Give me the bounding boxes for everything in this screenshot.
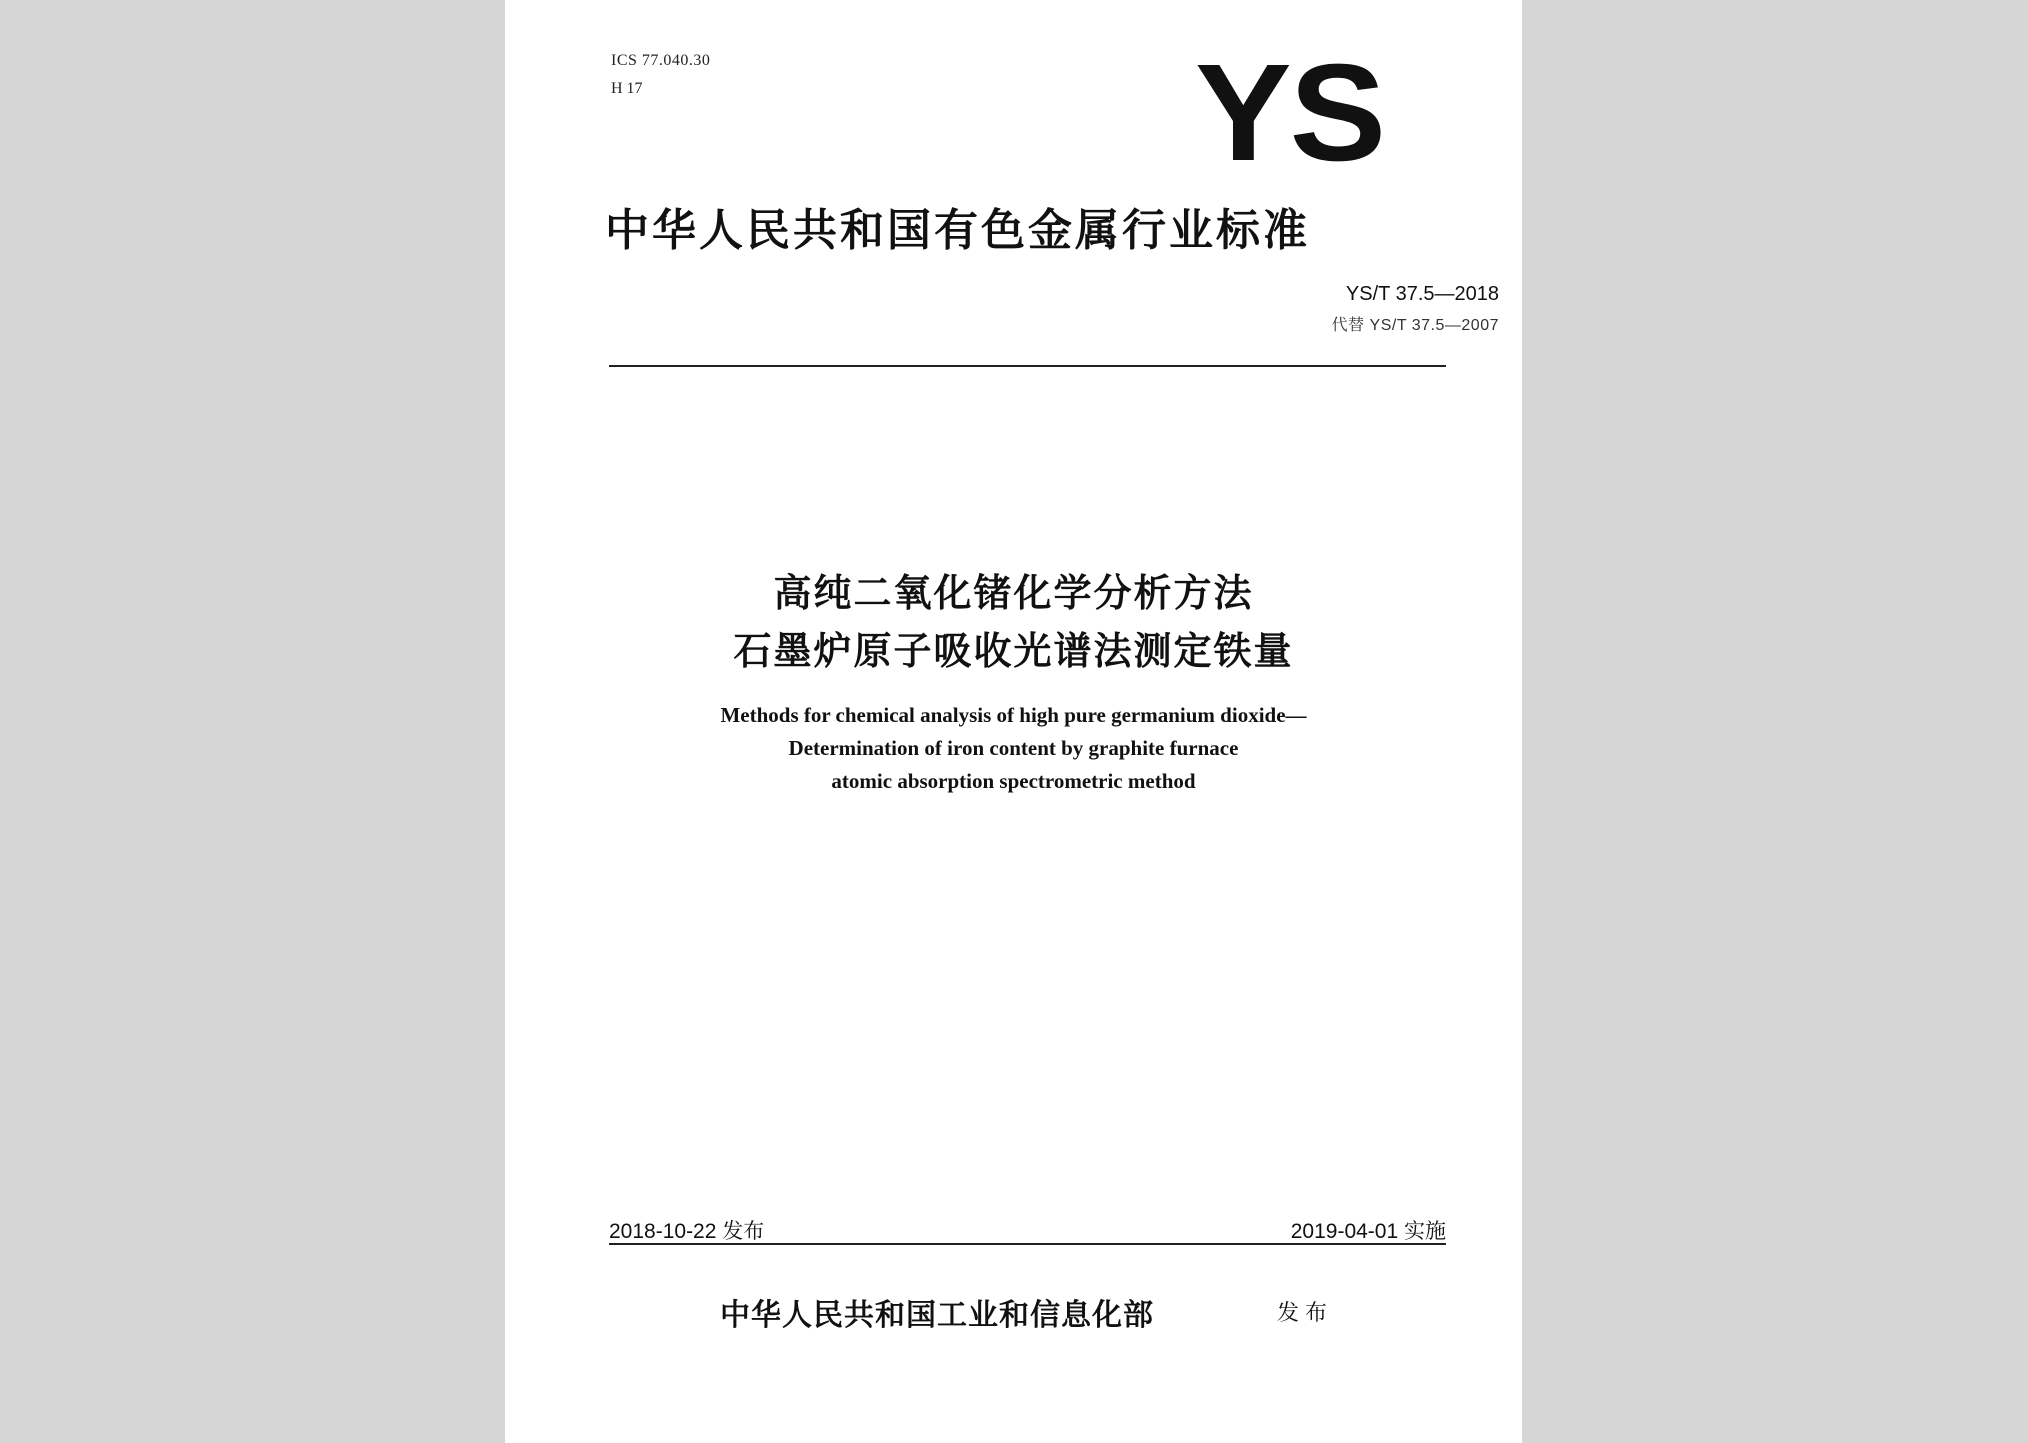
standard-number: YS/T 37.5—2018 [1345,283,1499,305]
top-divider [609,365,1446,367]
bottom-divider [609,1243,1446,1245]
chinese-title-line-2: 石墨炉原子吸收光谱法测定铁量 [733,629,1294,673]
ys-logo: YS [1195,36,1385,190]
english-title-line-2: Determination of iron content by graphite furnace [788,736,1239,760]
replaces-standard: 代替 YS/T 37.5—2007 [1331,317,1499,334]
document-page [505,0,1522,1443]
publish-label: 发布 [1277,1301,1334,1326]
ics-code: ICS 77.040.30 [611,52,711,69]
english-title-line-1: Methods for chemical analysis of high pure germanium dioxide— [720,703,1307,727]
classification-code: H 17 [611,80,643,97]
chinese-title-line-1: 高纯二氧化锗化学分析方法 [773,571,1254,615]
implementation-date: 2019-04-01 实施 [1290,1220,1446,1243]
standard-title: 中华人民共和国有色金属行业标准 [605,205,1310,256]
issue-date: 2018-10-22 发布 [609,1220,765,1243]
english-title-line-3: atomic absorption spectrometric method [831,769,1196,793]
issuing-authority: 中华人民共和国工业和信息化部 [720,1298,1154,1333]
